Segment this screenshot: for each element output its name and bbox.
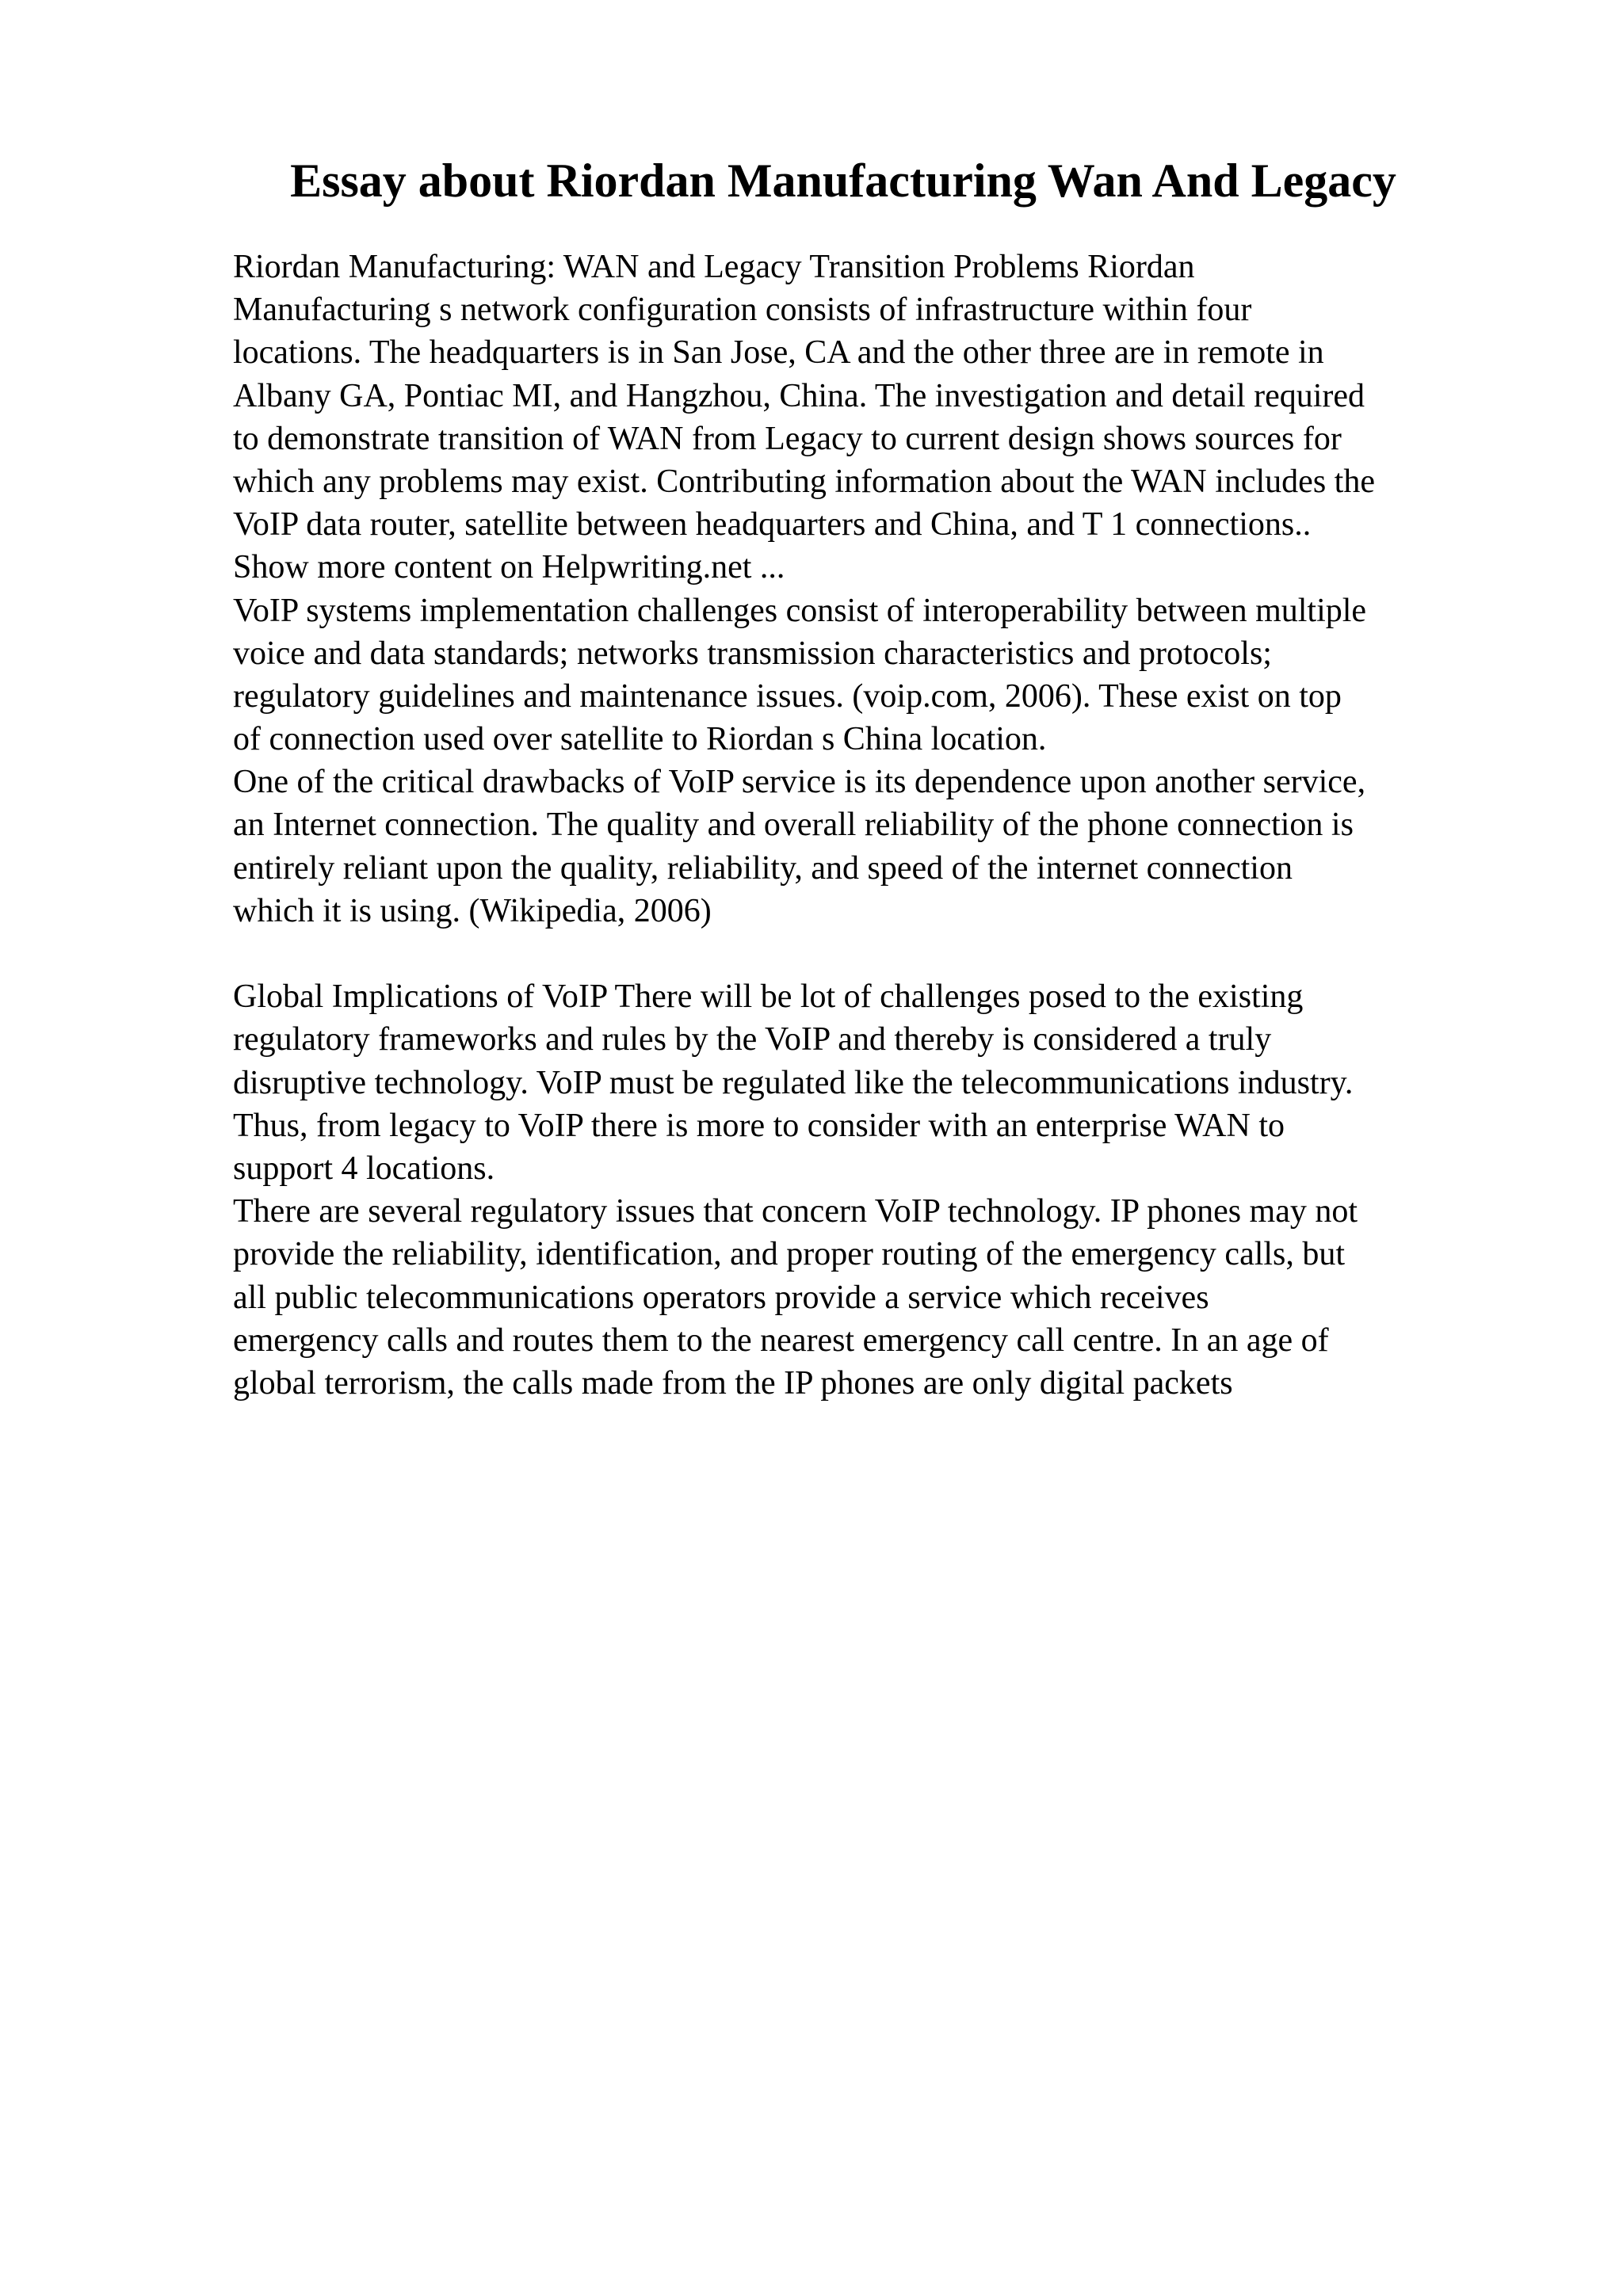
show-more-line: Show more content on Helpwriting.net ... (233, 549, 785, 586)
body-line: Thus, from legacy to VoIP there is more to consider with an enterprise WAN to (233, 1107, 1285, 1144)
body-line: Global Implications of VoIP There will be lot of challenges posed to the existing (233, 978, 1304, 1016)
body-line: regulatory guidelines and maintenance issues. (voip.com, 2006). These exist on top (233, 677, 1342, 715)
body-line: There are several regulatory issues that concern VoIP technology. IP phones may not (233, 1193, 1358, 1230)
body-line: emergency calls and routes them to the nearest emergency call centre. In an age of (233, 1322, 1329, 1359)
body-line: which it is using. (Wikipedia, 2006) (233, 892, 712, 929)
body-line: an Internet connection. The quality and overall reliability of the phone connection is (233, 807, 1354, 844)
body-line: locations. The headquarters is in San Jose, CA and the other three are in remote in (233, 334, 1324, 372)
body-line: Manufacturing s network configuration consists of infrastructure within four (233, 292, 1252, 329)
body-line: Albany GA, Pontiac MI, and Hangzhou, China. The investigation and detail required (233, 377, 1365, 414)
body-line: global terrorism, the calls made from the IP phones are only digital packets (233, 1364, 1233, 1402)
document-body (233, 246, 1533, 1405)
body-line: support 4 locations. (233, 1150, 495, 1187)
body-line: voice and data standards; networks transmission characteristics and protocols; (233, 635, 1272, 672)
body-line: of connection used over satellite to Riordan s China location. (233, 721, 1047, 758)
body-line: VoIP data router, satellite between headquarters and China, and T 1 connections.. (233, 506, 1312, 543)
body-line: VoIP systems implementation challenges consist of interoperability between multiple (233, 592, 1367, 629)
document-title: Essay about Riordan Manufacturing Wan And Legacy (290, 154, 1396, 207)
body-line: all public telecommunications operators provide a service which receives (233, 1279, 1209, 1316)
body-line: entirely reliant upon the quality, reliability, and speed of the internet connection (233, 849, 1293, 887)
body-line: Riordan Manufacturing: WAN and Legacy Transition Problems Riordan (233, 249, 1195, 285)
body-line: One of the critical drawbacks of VoIP service is its dependence upon another service, (233, 764, 1366, 801)
paragraph-gap (233, 933, 1533, 975)
body-line: provide the reliability, identification, and proper routing of the emergency calls, but (233, 1236, 1346, 1273)
body-line: regulatory frameworks and rules by the VoIP and thereby is considered a truly (233, 1021, 1272, 1058)
body-line: disruptive technology. VoIP must be regulated like the telecommunications industry. (233, 1064, 1354, 1101)
body-line: which any problems may exist. Contributing information about the WAN includes the (233, 463, 1375, 500)
body-line: to demonstrate transition of WAN from Legacy to current design shows sources for (233, 420, 1342, 457)
